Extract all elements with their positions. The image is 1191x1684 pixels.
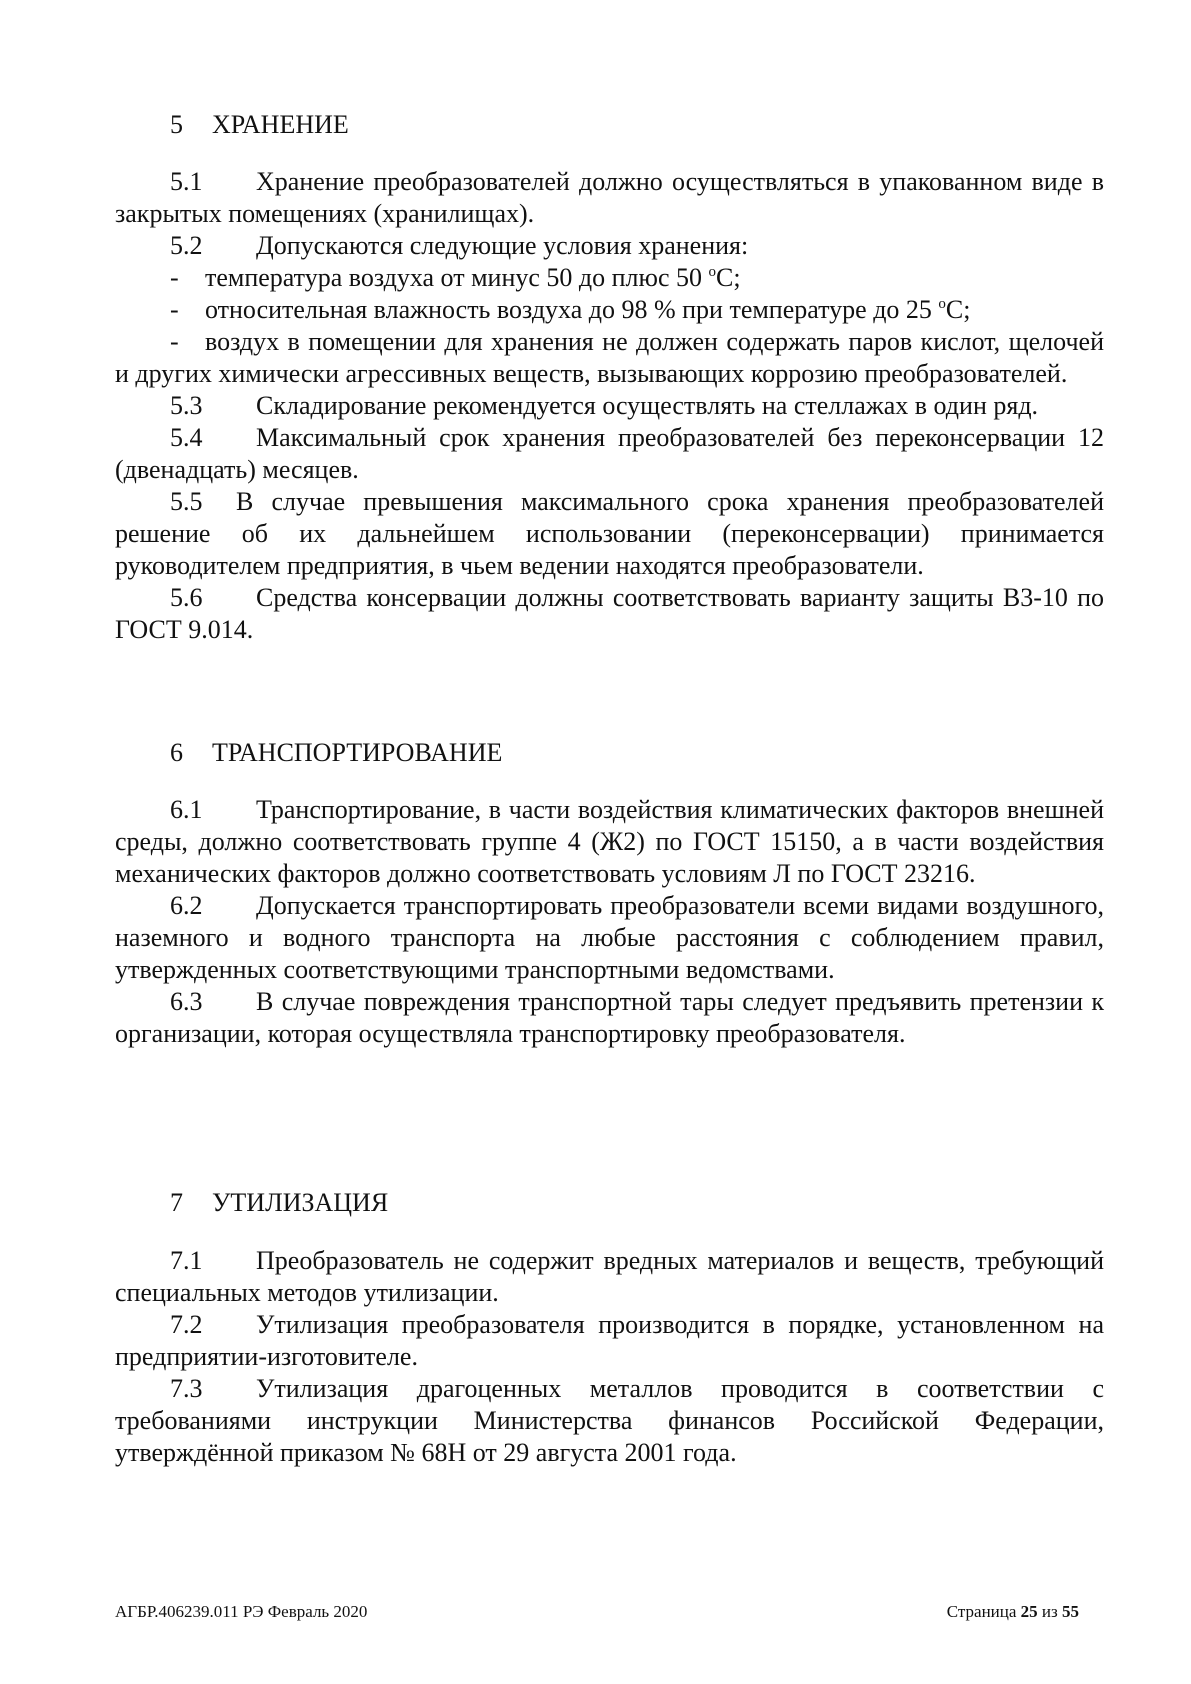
paragraph-number: 6.2 (170, 891, 203, 920)
list-item-text-end: С; (945, 295, 971, 324)
paragraph (115, 486, 1104, 582)
section-body (115, 794, 1104, 1050)
section-title: ХРАНЕНИЕ (212, 110, 349, 139)
paragraph-text: В случае превышения максимального срока хранения преобразователей решение об их дальнейшем использовании (переконсервации) принимается руководителем предприятия, в чьем ведении находятся преобразователи. (115, 487, 1104, 580)
paragraph-text: Максимальный срок хранения преобразователей без переконсервации 12 (двенадцать) месяцев. (115, 423, 1104, 484)
paragraph (115, 390, 1104, 422)
section-body (115, 1245, 1104, 1469)
paragraph-text: Допускается транспортировать преобразователи всеми видами воздушного, наземного и водного транспорта на любые расстояния с соблюдением правил, утвержденных соответствующими транспортными ведомствами. (115, 891, 1104, 984)
paragraph (115, 1373, 1104, 1469)
list-item-text: воздух в помещении для хранения не должен содержать паров кислот, щелочей и других химически агрессивных веществ, вызывающих коррозию преобразователей. (115, 327, 1104, 388)
paragraph-number: 7.2 (170, 1310, 203, 1339)
paragraph-number: 6.1 (170, 795, 203, 824)
page-of: из (1041, 1602, 1058, 1621)
bullet-dash: - (170, 295, 179, 324)
paragraph (115, 166, 1104, 230)
section-number: 6 (170, 738, 183, 767)
section-heading (170, 1187, 388, 1219)
paragraph (115, 794, 1104, 890)
section-number: 5 (170, 110, 183, 139)
paragraph-number: 5.1 (170, 167, 203, 196)
paragraph-number: 5.6 (170, 583, 203, 612)
paragraph-number: 7.3 (170, 1374, 203, 1403)
paragraph (115, 582, 1104, 646)
bullet-dash: - (170, 263, 179, 292)
bullet-dash: - (170, 327, 179, 356)
section-heading (170, 737, 502, 769)
list-item-text: относительная влажность воздуха до 98 % при температуре до 25 (205, 295, 939, 324)
list-item (115, 262, 1104, 294)
list-item-text: температура воздуха от минус 50 до плюс 50 (205, 263, 709, 292)
list-item (115, 294, 1104, 326)
section-title: УТИЛИЗАЦИЯ (212, 1188, 389, 1217)
paragraph-number: 5.4 (170, 423, 203, 452)
paragraph-text: Допускаются следующие условия хранения: (256, 231, 749, 260)
list-item (115, 326, 1104, 390)
paragraph-text: В случае повреждения транспортной тары следует предъявить претензии к организации, которая осуществляла транспортировку преобразователя. (115, 987, 1104, 1048)
paragraph-text: Транспортирование, в части воздействия климатических факторов внешней среды, должно соответствовать группе 4 (Ж2) по ГОСТ 15150, а в части воздействия механических факторов должно соответствовать условиям Л по ГОСТ 23216. (115, 795, 1104, 888)
paragraph-text: Хранение преобразователей должно осуществляться в упакованном виде в закрытых помещениях (хранилищах). (115, 167, 1104, 228)
paragraph-number: 5.2 (170, 231, 203, 260)
section-title: ТРАНСПОРТИРОВАНИЕ (212, 738, 503, 767)
page-current: 25 (1020, 1602, 1038, 1621)
paragraph-number: 5.3 (170, 391, 203, 420)
paragraph-text: Утилизация драгоценных металлов проводится в соответствии с требованиями инструкции Министерства финансов Российской Федерации, утверждённой приказом № 68Н от 29 августа 2001 года. (115, 1374, 1104, 1467)
paragraph-number: 6.3 (170, 987, 203, 1016)
paragraph-text: Утилизация преобразователя производится в порядке, установленном на предприятии-изготовителе. (115, 1310, 1104, 1371)
paragraph-text: Преобразователь не содержит вредных материалов и веществ, требующий специальных методов утилизации. (115, 1246, 1104, 1307)
paragraph (115, 422, 1104, 486)
paragraph (115, 986, 1104, 1050)
page-total: 55 (1062, 1602, 1079, 1621)
degree-mark: о (708, 264, 716, 280)
degree-mark: о (938, 296, 946, 312)
paragraph-text: Средства консервации должны соответствовать варианту защиты В3-10 по ГОСТ 9.014. (115, 583, 1104, 644)
footer-doc-id: АГБР.406239.011 РЭ Февраль 2020 (115, 1602, 368, 1621)
paragraph (115, 1309, 1104, 1373)
section-heading (170, 109, 349, 141)
paragraph (115, 1245, 1104, 1309)
section-number: 7 (170, 1188, 183, 1217)
list-item-text-end: С; (715, 263, 741, 292)
paragraph (115, 890, 1104, 986)
section-body (115, 166, 1104, 646)
footer-page-number (947, 1602, 1079, 1622)
paragraph-text: Складирование рекомендуется осуществлять на стеллажах в один ряд. (256, 391, 1039, 420)
page-label: Страница (946, 1602, 1017, 1621)
paragraph (115, 230, 1104, 262)
paragraph-number: 7.1 (170, 1246, 203, 1275)
paragraph-number: 5.5 (170, 487, 203, 516)
